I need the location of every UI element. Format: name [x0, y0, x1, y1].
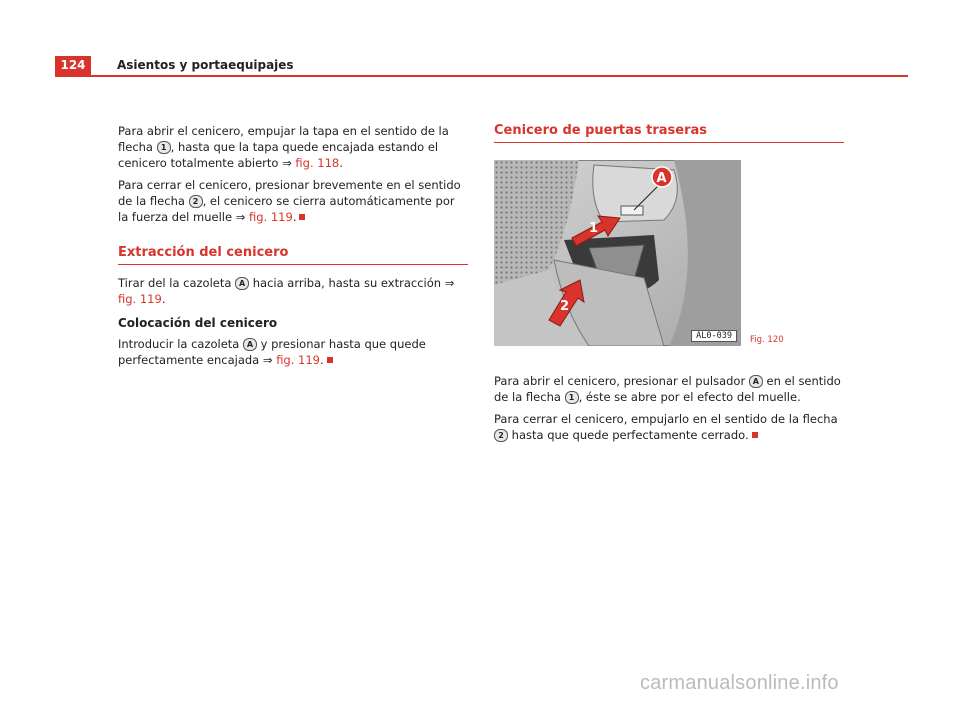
text: . — [292, 210, 297, 224]
text: . — [320, 353, 324, 367]
text: , éste se abre por el efecto del muelle. — [578, 390, 801, 404]
running-head-title: Asientos y portaequipajes — [117, 58, 294, 72]
text: Para abrir el cenicero, presionar el pulsador — [494, 374, 746, 388]
watermark: carmanualsonline.info — [640, 672, 839, 694]
push-button — [621, 206, 643, 215]
text: hacia arriba, hasta su extracción — [249, 276, 442, 290]
paragraph-open-ashtray — [118, 123, 468, 171]
paragraph-open-rear-ashtray — [494, 373, 844, 405]
paragraph-close-rear-ashtray — [494, 411, 844, 443]
header-rule — [55, 75, 908, 77]
text: Para cerrar el cenicero, presionar brevemente en el sentido de la flecha — [118, 178, 461, 208]
figure-link[interactable]: fig. 119 — [249, 210, 293, 224]
callout-badge-2: 2 — [494, 429, 508, 442]
end-of-section-icon — [752, 432, 758, 438]
section-heading-extraction: Extracción del cenicero — [118, 245, 468, 265]
text: hasta que quede perfectamente cerrado. — [508, 428, 749, 442]
text: . — [161, 292, 166, 306]
arrow-label-1: 1 — [589, 221, 599, 236]
arrow-icon: ⇒ — [441, 276, 455, 290]
section-heading-rear-door-ashtray: Cenicero de puertas traseras — [494, 123, 844, 143]
paragraph-extraction — [118, 275, 468, 307]
right-column — [494, 123, 844, 153]
subheading-placement: Colocación del cenicero — [118, 316, 278, 330]
text: en el sentido de la flecha — [494, 374, 841, 404]
callout-badge-a: A — [235, 277, 249, 290]
text: , hasta que la tapa quede encajada estando el cenicero totalmente abierto — [118, 140, 439, 170]
figure-rear-door-ashtray — [494, 160, 741, 346]
text: y presionar hasta que quede perfectamente encajada — [118, 337, 426, 367]
arrow-icon: ⇒ — [232, 210, 249, 224]
text: Introducir la cazoleta — [118, 337, 240, 351]
figure-code: AL0-039 — [691, 330, 737, 342]
text: Para abrir el cenicero, empujar la tapa en el sentido de la flecha — [118, 124, 449, 154]
callout-badge-1: 1 — [157, 141, 171, 154]
label-a: A — [656, 171, 667, 186]
paragraph-close-ashtray — [118, 177, 468, 225]
arrow-icon: ⇒ — [278, 156, 296, 170]
text: Para cerrar el cenicero, empujarlo en el sentido de la flecha — [494, 412, 838, 426]
end-of-section-icon — [299, 214, 305, 220]
figure-caption: Fig. 120 — [750, 335, 784, 345]
text: . — [339, 156, 343, 170]
ashtray-illustration — [494, 160, 741, 346]
arrow-label-2: 2 — [560, 299, 570, 314]
callout-badge-1: 1 — [565, 391, 579, 404]
page-header — [55, 56, 908, 78]
text: , el cenicero se cierra automáticamente por la fuerza del muelle — [118, 194, 455, 224]
text: Tirar del la cazoleta — [118, 276, 232, 290]
paragraph-placement — [118, 336, 468, 368]
figure-link[interactable]: fig. 119 — [276, 353, 320, 367]
callout-badge-2: 2 — [189, 195, 203, 208]
callout-badge-a: A — [749, 375, 763, 388]
callout-badge-a: A — [243, 338, 257, 351]
end-of-section-icon — [327, 357, 333, 363]
figure-link[interactable]: fig. 118 — [295, 156, 340, 170]
right-column-body — [494, 373, 844, 449]
page-number: 124 — [55, 56, 91, 75]
arrow-icon: ⇒ — [259, 353, 277, 367]
figure-link[interactable]: fig. 119 — [118, 292, 162, 306]
left-column — [118, 123, 468, 374]
